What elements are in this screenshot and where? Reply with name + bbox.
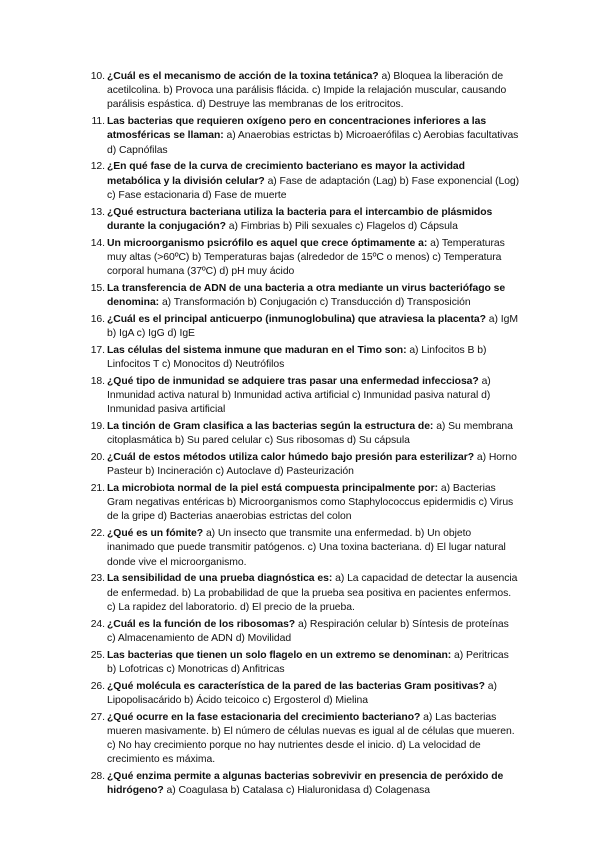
- question-item: [88, 451, 520, 479]
- question-text: Las bacterias que tienen un solo flagelo en un extremo se denominan:: [107, 649, 452, 661]
- question-item: [88, 527, 520, 570]
- question-text: ¿Cuál de estos métodos utiliza calor húmedo bajo presión para esterilizar?: [107, 452, 474, 464]
- question-text: Las bacterias que requieren oxígeno pero en concentraciones inferiores a las atmosféricas se llaman:: [107, 116, 487, 142]
- question-number: 19.: [90, 421, 105, 433]
- question-number: 26.: [90, 680, 105, 692]
- question-number: 12.: [90, 161, 105, 173]
- answer-options: a) Un insecto que transmite una enfermedad. b) Un objeto inanimado que puede transmitir patógenos. c) Una toxina bacteriana. d) El lugar natural donde vive el microorganismo.: [107, 528, 506, 568]
- question-number: 15.: [90, 282, 105, 294]
- question-text: ¿Qué es un fómite?: [107, 528, 204, 540]
- question-number: 13.: [90, 206, 105, 218]
- question-item: [88, 70, 520, 113]
- question-item: [88, 618, 520, 646]
- question-number: 22.: [90, 528, 105, 540]
- question-number: 11.: [91, 116, 105, 128]
- question-number: 23.: [90, 573, 105, 585]
- answer-options: a) Respiración celular b) Síntesis de proteínas c) Almacenamiento de ADN d) Movilidad: [107, 618, 509, 644]
- answer-options: a) Las bacterias mueren masivamente. b) El número de células nuevas es igual al de células que mueren. c) No hay crecimiento porque no hay nutrientes desde el inicio. d) La velocidad de crecimiento es máxima.: [107, 711, 515, 766]
- question-item: [88, 770, 520, 798]
- answer-options: a) Lipopolisacárido b) Ácido teicoico c) Ergosterol d) Mielina: [107, 680, 497, 706]
- answer-options: a) Bacterias Gram negativas entéricas b) Microorganismos como Staphylococcus epidermidis c) Virus de la gripe d) Bacterias anaerobias estrictas del colon: [107, 483, 514, 523]
- question-number: 14.: [90, 237, 105, 249]
- question-text: ¿Qué enzima permite a algunas bacterias sobrevivir en presencia de peróxido de hidrógeno?: [107, 771, 504, 797]
- question-number: 17.: [90, 344, 105, 356]
- question-number: 24.: [90, 618, 105, 630]
- question-number: 16.: [90, 313, 105, 325]
- answer-options: a) Peritricas b) Lofotricas c) Monotricas d) Anfitricas: [107, 649, 509, 675]
- answer-options: a) Horno Pasteur b) Incineración c) Autoclave d) Pasteurización: [107, 452, 517, 478]
- question-number: 25.: [90, 649, 105, 661]
- question-text: La sensibilidad de una prueba diagnóstica es:: [107, 573, 333, 585]
- question-item: [88, 313, 520, 341]
- question-text: ¿Qué molécula es característica de la pared de las bacterias Gram positivas?: [107, 680, 485, 692]
- question-item: [88, 206, 520, 234]
- question-text: ¿Cuál es la función de los ribosomas?: [107, 618, 296, 630]
- question-item: [88, 375, 520, 418]
- answer-options: a) Bloquea la liberación de acetilcolina. b) Provoca una parálisis flácida. c) Impide la relajación muscular, causando parálisis espástica. d) Destruye las membranas de los eritrocitos.: [107, 71, 507, 111]
- question-item: [88, 115, 520, 158]
- answer-options: a) Fase de adaptación (Lag) b) Fase exponencial (Log) c) Fase estacionaria d) Fase de muerte: [107, 175, 520, 201]
- question-item: [88, 649, 520, 677]
- answer-options: a) Transformación b) Conjugación c) Transducción d) Transposición: [161, 297, 471, 309]
- question-number: 20.: [90, 452, 105, 464]
- question-item: [88, 237, 520, 280]
- answer-options: a) Linfocitos B b) Linfocitos T c) Monocitos d) Neutrófilos: [107, 344, 487, 371]
- question-item: [88, 420, 520, 448]
- answer-options: a) IgM b) IgA c) IgG d) IgE: [107, 313, 518, 340]
- answer-options: a) La capacidad de detectar la ausencia de enfermedad. b) La probabilidad de que la prueba sea positiva en pacientes enfermos. c) La rapidez del laboratorio. d) El precio de la prueba.: [107, 573, 518, 613]
- question-text: La transferencia de ADN de una bacteria a otra mediante un virus bacteriófago se denomina:: [107, 282, 506, 309]
- question-list: [88, 70, 520, 798]
- question-item: [88, 482, 520, 525]
- question-text: Las células del sistema inmune que maduran en el Timo son:: [107, 344, 407, 356]
- question-number: 27.: [90, 711, 105, 723]
- question-number: 10.: [90, 71, 105, 82]
- answer-options: a) Temperaturas muy altas (>60ºC) b) Temperaturas bajas (alrededor de 15ºC o menos) c) Temperatura corporal humana (37ºC) d) pH muy ácido: [107, 237, 505, 278]
- question-number: 28.: [90, 771, 105, 783]
- question-item: [88, 160, 520, 203]
- question-text: Un microorganismo psicrófilo es aquel que crece óptimamente a:: [107, 237, 428, 249]
- answer-options: a) Coagulasa b) Catalasa c) Hialuronidasa d) Colagenasa: [166, 785, 431, 797]
- question-item: [88, 572, 520, 615]
- answer-options: a) Inmunidad activa natural b) Inmunidad activa artificial c) Inmunidad pasiva natural d) Inmunidad pasiva artificial: [107, 375, 491, 416]
- question-text: La microbiota normal de la piel está compuesta principalmente por:: [107, 483, 439, 495]
- question-text: ¿En qué fase de la curva de crecimiento bacteriano es mayor la actividad metabólica y la división celular?: [107, 161, 465, 187]
- question-text: La tinción de Gram clasifica a las bacterias según la estructura de:: [107, 421, 434, 433]
- question-item: [88, 282, 520, 310]
- question-text: ¿Cuál es el mecanismo de acción de la toxina tetánica?: [107, 71, 379, 82]
- question-text: ¿Qué estructura bacteriana utiliza la bacteria para el intercambio de plásmidos durante la conjugación?: [107, 206, 493, 232]
- question-text: ¿Cuál es el principal anticuerpo (inmunoglobulina) que atraviesa la placenta?: [107, 313, 486, 325]
- answer-options: a) Anaerobias estrictas b) Microaerófilas c) Aerobias facultativas d) Capnófilas: [107, 130, 519, 156]
- question-number: 21.: [90, 483, 105, 495]
- question-item: [88, 680, 520, 708]
- question-text: ¿Qué tipo de inmunidad se adquiere tras pasar una enfermedad infecciosa?: [107, 375, 479, 387]
- answer-options: a) Fimbrias b) Pili sexuales c) Flagelos d) Cápsula: [228, 220, 458, 232]
- question-number: 18.: [90, 375, 105, 387]
- answer-options: a) Su membrana citoplasmática b) Su pared celular c) Sus ribosomas d) Su cápsula: [107, 421, 513, 447]
- question-text: ¿Qué ocurre en la fase estacionaria del crecimiento bacteriano?: [107, 711, 421, 723]
- question-item: [88, 344, 520, 372]
- question-item: [88, 711, 520, 768]
